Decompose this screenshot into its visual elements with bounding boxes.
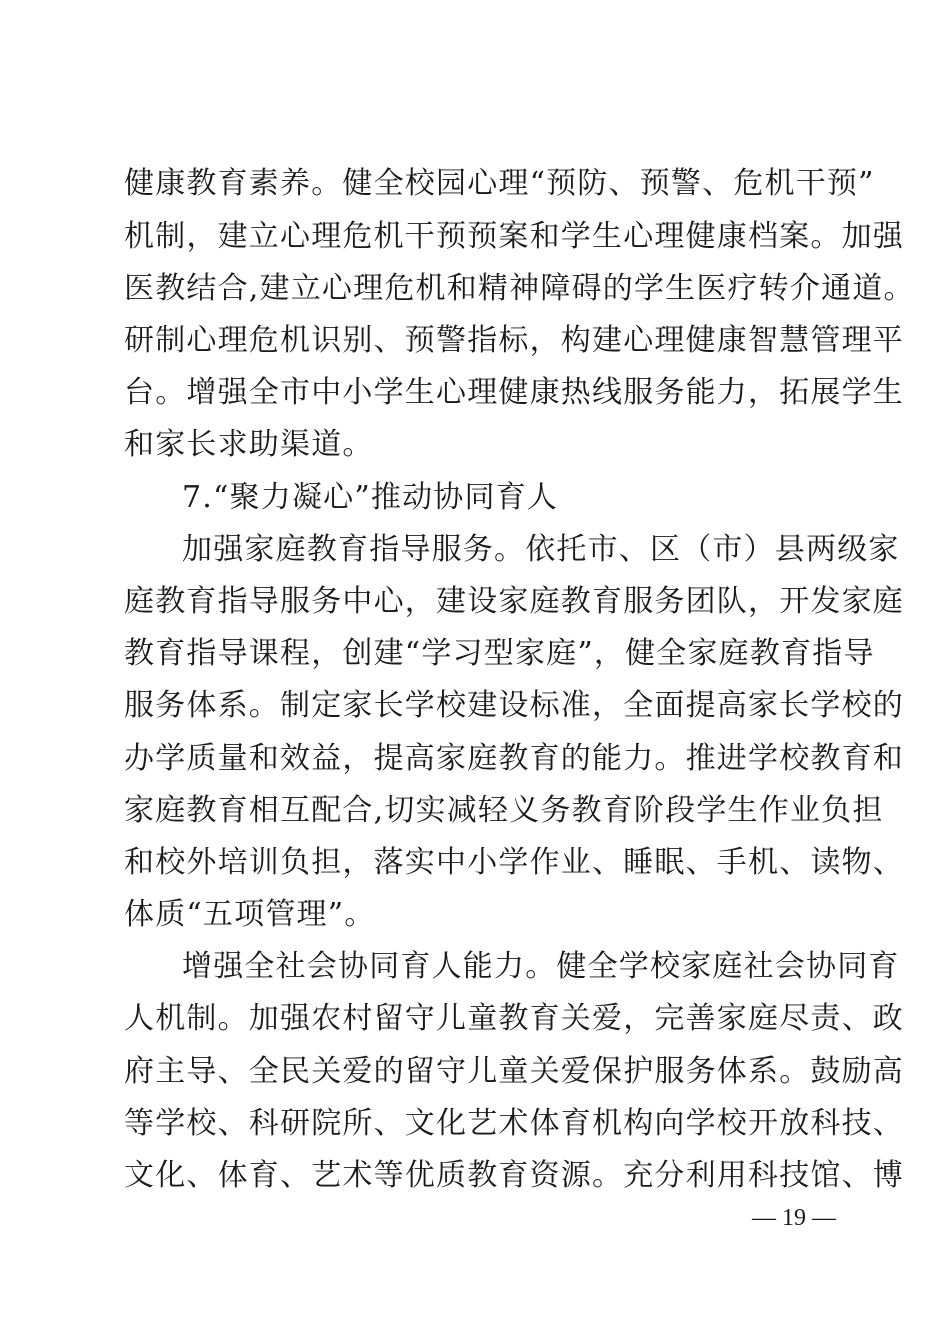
text-line-4: 研制心理危机识别、预警指标，构建心理健康智慧管理平	[124, 323, 904, 358]
page-number: — 19 —	[752, 1205, 836, 1231]
text-line-11: 服务体系。制定家长学校建设标准，全面提高家长学校的	[124, 688, 904, 723]
section-heading: 7.“聚力凝心”推动协同育人	[182, 480, 559, 515]
text-line-8: 加强家庭教育指导服务。依托市、区（市）县两级家	[182, 532, 900, 567]
text-line-18: 府主导、全民关爱的留守儿童关爱保护服务体系。鼓励高	[124, 1054, 904, 1089]
text-line-19: 等学校、科研院所、文化艺术体育机构向学校开放科技、	[124, 1106, 904, 1141]
text-line-1: 健康教育素养。健全校园心理“预防、预警、危机干预”	[124, 166, 875, 201]
text-line-15: 体质“五项管理”。	[124, 897, 376, 932]
text-line-13: 家庭教育相互配合,切实减轻义务教育阶段学生作业负担	[124, 793, 884, 828]
text-line-9: 庭教育指导服务中心，建设家庭教育服务团队，开发家庭	[124, 584, 904, 619]
text-line-2: 机制，建立心理危机干预预案和学生心理健康档案。加强	[124, 219, 904, 254]
text-line-20: 文化、体育、艺术等优质教育资源。充分利用科技馆、博	[124, 1158, 904, 1193]
text-line-17: 人机制。加强农村留守儿童教育关爱，完善家庭尽责、政	[124, 1001, 904, 1036]
text-line-5: 台。增强全市中小学生心理健康热线服务能力，拓展学生	[124, 375, 904, 410]
text-line-16: 增强全社会协同育人能力。健全学校家庭社会协同育	[182, 949, 900, 984]
text-line-10: 教育指导课程，创建“学习型家庭”，健全家庭教育指导	[124, 636, 875, 671]
text-line-6: 和家长求助渠道。	[124, 427, 374, 462]
text-line-12: 办学质量和效益，提高家庭教育的能力。推进学校教育和	[124, 741, 904, 776]
text-line-3: 医教结合,建立心理危机和精神障碍的学生医疗转介通道。	[124, 271, 915, 306]
text-line-14: 和校外培训负担，落实中小学作业、睡眠、手机、读物、	[124, 845, 904, 880]
